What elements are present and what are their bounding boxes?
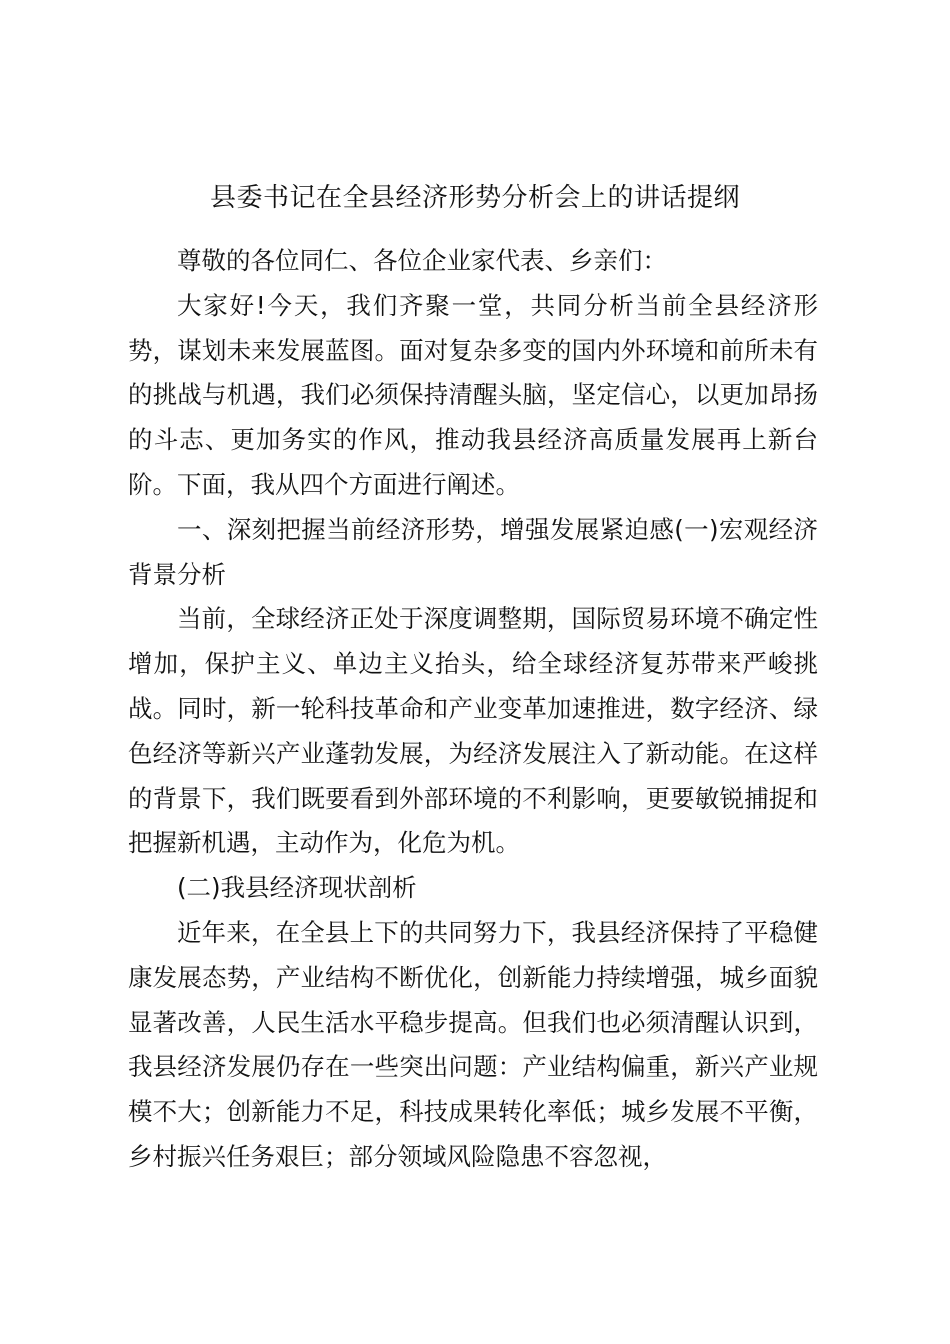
salutation-paragraph: 尊敬的各位同仁、各位企业家代表、乡亲们： [177,246,667,275]
macro-background-paragraph: 当前，全球经济正处于深度调整期，国际贸易环境不确定性增加，保护主义、单边主义抬头，给全球经济复苏带来严峻挑战。同时，新一轮科技革命和产业变革加速推进，数字经济、绿色经济等新兴产业蓬勃发展，为经济发展注入了新动能。在这样的背景下，我们既要看到外部环境的不利影响，更要敏锐捕捉和把握新机遇，主动作为，化危为机。 [128,604,818,858]
opening-paragraph: 大家好!今天，我们齐聚一堂，共同分析当前全县经济形势，谋划未来发展蓝图。面对复杂多变的国内外环境和前所未有的挑战与机遇，我们必须保持清醒头脑，坚定信心，以更加昂扬的斗志、更加务实的作风，推动我县经济高质量发展再上新台阶。下面，我从四个方面进行阐述。 [128,290,818,499]
section-heading-1: 一、深刻把握当前经济形势，增强发展紧迫感(一)宏观经济背景分析 [128,514,818,589]
document-body [128,239,818,1180]
document-title: 县委书记在全县经济形势分析会上的讲话提纲 [209,183,740,213]
subsection-heading-2: (二)我县经济现状剖析 [177,873,417,903]
county-status-paragraph: 近年来，在全县上下的共同努力下，我县经济保持了平稳健康发展态势，产业结构不断优化，创新能力持续增强，城乡面貌显著改善，人民生活水平稳步提高。但我们也必须清醒认识到，我县经济发展仍存在一些突出问题：产业结构偏重，新兴产业规模不大；创新能力不足，科技成果转化率低；城乡发展不平衡，乡村振兴任务艰巨；部分领域风险隐患不容忽视， [128,917,818,1171]
